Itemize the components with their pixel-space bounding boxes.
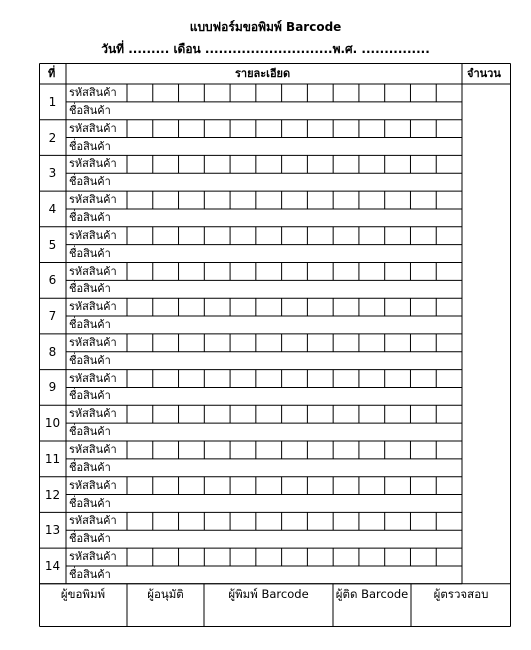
product-name-label: ชื่อสินค้า bbox=[69, 496, 111, 510]
product-code-label: รหัสสินค้า bbox=[69, 443, 117, 456]
product-code-label: รหัสสินค้า bbox=[69, 86, 117, 99]
product-code-label: รหัสสินค้า bbox=[69, 550, 117, 564]
product-code-label: รหัสสินค้า bbox=[69, 157, 117, 171]
product-code-label: รหัสสินค้า bbox=[69, 300, 117, 314]
product-code-label: รหัสสินค้า bbox=[69, 264, 117, 278]
row-number: 8 bbox=[48, 344, 57, 359]
barcode-request-table bbox=[39, 63, 511, 627]
form-title: แบบฟอร์มขอพิมพ์ Barcode bbox=[189, 20, 342, 34]
product-name-label: ชื่อสินค้า bbox=[69, 103, 111, 117]
signature-label: ผู้พิมพ์ Barcode bbox=[228, 586, 309, 601]
row-number: 3 bbox=[48, 166, 57, 181]
row-number: 5 bbox=[48, 237, 57, 252]
product-code-label: รหัสสินค้า bbox=[69, 407, 117, 421]
row-number: 11 bbox=[44, 451, 61, 466]
header-no: ที่ bbox=[48, 67, 56, 80]
row-number: 14 bbox=[44, 558, 61, 573]
signature-label: ผู้ขอพิมพ์ bbox=[60, 586, 106, 601]
product-code-label: รหัสสินค้า bbox=[69, 371, 117, 385]
row-number: 6 bbox=[48, 273, 57, 288]
product-name-label: ชื่อสินค้า bbox=[69, 246, 111, 260]
row-number: 7 bbox=[48, 309, 57, 324]
product-code-label: รหัสสินค้า bbox=[69, 121, 117, 135]
product-name-label: ชื่อสินค้า bbox=[69, 425, 111, 439]
product-code-label: รหัสสินค้า bbox=[69, 335, 117, 349]
product-name-label: ชื่อสินค้า bbox=[69, 532, 111, 546]
product-name-label: ชื่อสินค้า bbox=[69, 353, 111, 367]
product-code-label: รหัสสินค้า bbox=[69, 478, 117, 492]
date-line: วันที่ ......... เดือน ............................พ.ศ. ............... bbox=[101, 42, 430, 56]
signature-label: ผู้ติด Barcode bbox=[335, 586, 409, 601]
product-name-label: ชื่อสินค้า bbox=[69, 389, 111, 403]
product-name-label: ชื่อสินค้า bbox=[69, 175, 111, 189]
row-number: 10 bbox=[44, 416, 61, 431]
product-code-label: รหัสสินค้า bbox=[69, 514, 117, 528]
row-number: 1 bbox=[48, 94, 57, 109]
row-number: 9 bbox=[48, 380, 57, 395]
row-number: 4 bbox=[48, 201, 57, 216]
product-name-label: ชื่อสินค้า bbox=[69, 567, 111, 581]
header-detail: รายละเอียด bbox=[235, 67, 291, 80]
product-name-label: ชื่อสินค้า bbox=[69, 460, 111, 474]
product-code-label: รหัสสินค้า bbox=[69, 193, 117, 207]
signature-label: ผู้ตรวจสอบ bbox=[433, 586, 489, 601]
row-number: 2 bbox=[48, 130, 57, 145]
product-code-label: รหัสสินค้า bbox=[69, 228, 117, 242]
product-name-label: ชื่อสินค้า bbox=[69, 139, 111, 153]
product-name-label: ชื่อสินค้า bbox=[69, 282, 111, 296]
header-qty: จำนวน bbox=[467, 67, 501, 80]
product-name-label: ชื่อสินค้า bbox=[69, 210, 111, 224]
product-name-label: ชื่อสินค้า bbox=[69, 318, 111, 332]
signature-label: ผู้อนุมัติ bbox=[147, 586, 184, 601]
row-number: 12 bbox=[44, 487, 61, 502]
row-number: 13 bbox=[44, 523, 61, 538]
